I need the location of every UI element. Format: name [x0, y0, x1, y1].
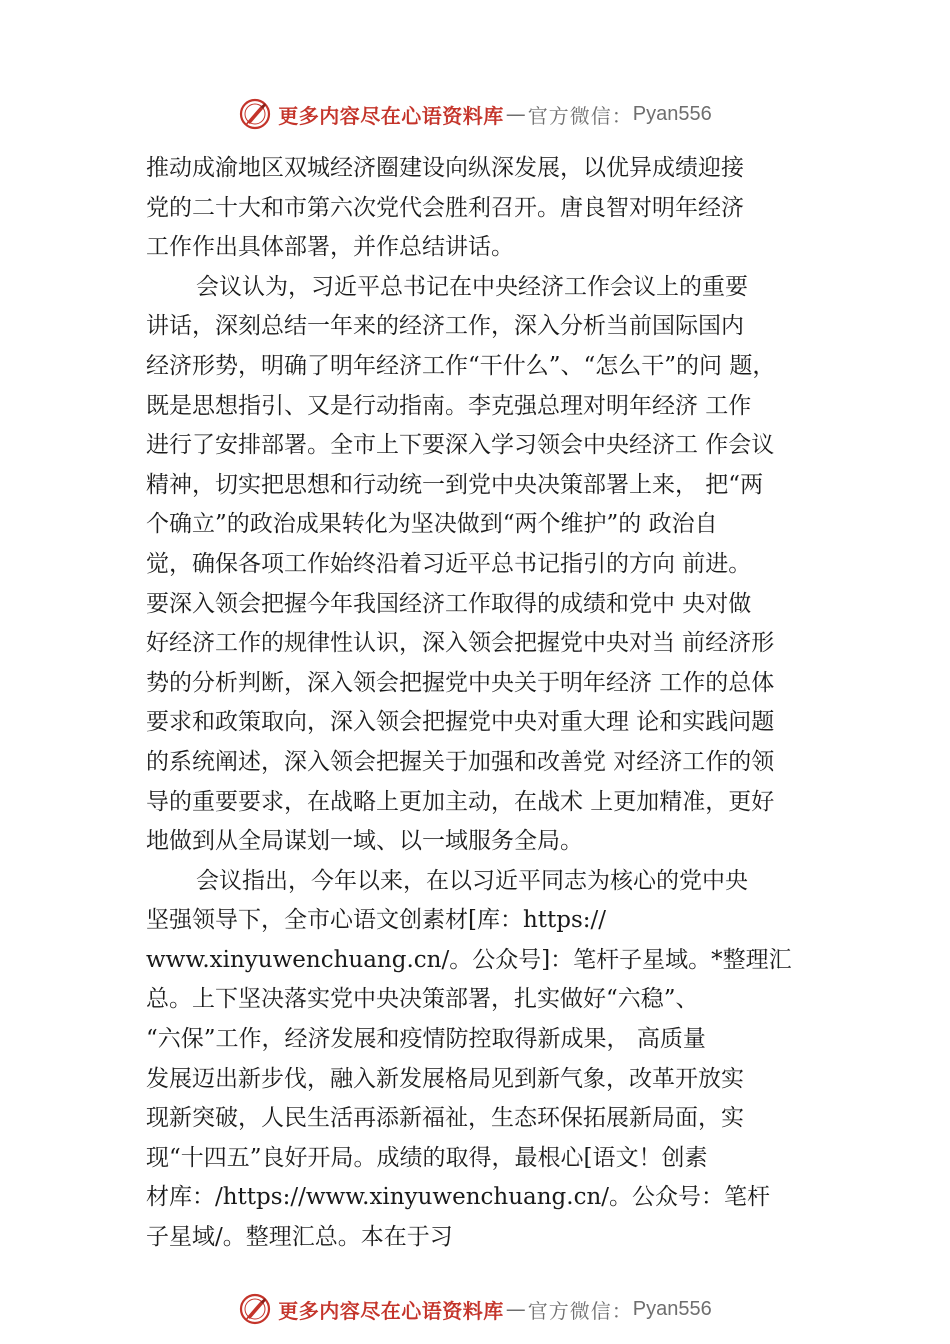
banner-wechat-id: Pyan556	[632, 102, 712, 125]
text-line: 进行了安排部署。全市上下要深入学习领会中央经济工 作会议	[146, 432, 775, 459]
text-line: 势的分析判断，深入领会把握党中央关于明年经济 工作的总体	[146, 669, 775, 696]
text-line: 现“十四五”良好开局。成绩的取得，最根心[语文！创素	[146, 1144, 708, 1171]
text-line: 党的二十大和市第六次党代会胜利召开。唐良智对明年经济	[146, 194, 744, 221]
text-line: 精神，切实把思想和行动统一到党中央决策部署上来， 把“两	[146, 471, 764, 498]
banner-official-label: 官方微信：	[527, 1298, 633, 1323]
text-line: www.xinyuwenchuang.cn/。公众号]：笔杆子星域。*整理汇	[146, 946, 792, 973]
text-line: 讲话，深刻总结一年来的经济工作，深入分析当前国际国内	[146, 313, 744, 340]
text-line: 经济形势，明确了明年经济工作“干什么”、“怎么干”的问 题，	[146, 352, 776, 379]
text-line: 的系统阐述，深入领会把握关于加强和改善党 对经济工作的领	[146, 748, 775, 775]
document-body	[146, 149, 866, 1258]
text-line: 既是思想指引、又是行动指南。李克强总理对明年经济 工作	[146, 392, 752, 419]
paragraph-start-line: 会议认为，习近平总书记在中央经济工作会议上的重要	[196, 273, 748, 300]
quill-pen-seal-icon	[238, 97, 272, 131]
text-line: 觉，确保各项工作始终沿着习近平总书记指引的方向 前进。	[146, 550, 752, 577]
banner-separator: —	[505, 1297, 526, 1321]
text-line: 个确立”的政治成果转化为坚决做到“两个维护”的 政治自	[146, 511, 718, 538]
text-line: 坚强领导下，全市心语文创素材[库：https://	[146, 907, 607, 934]
banner-separator: —	[505, 102, 526, 126]
banner-title: 更多内容尽在心语资料库	[278, 103, 504, 128]
text-line: 推动成渝地区双城经济圈建设向纵深发展，以优异成绩迎接	[146, 155, 744, 181]
text-line: 总。上下坚决落实党中央决策部署，扎实做好“六稳”、	[146, 986, 699, 1013]
text-line: 要深入领会把握今年我国经济工作取得的成绩和党中 央对做	[146, 590, 752, 617]
text-line: 地做到从全局谋划一域、以一域服务全局。	[146, 828, 583, 855]
banner-title: 更多内容尽在心语资料库	[278, 1298, 504, 1323]
text-line: 导的重要要求，在战略上更加主动，在战术 上更加精准，更好	[146, 788, 775, 815]
quill-pen-seal-icon	[238, 1292, 272, 1326]
text-line: 好经济工作的规律性认识，深入领会把握党中央对当 前经济形	[146, 630, 775, 657]
paragraph-start-line: 会议指出，今年以来，在以习近平同志为核心的党中央	[196, 867, 748, 894]
text-line: 要求和政策取向，深入领会把握党中央对重大理 论和实践问题	[146, 709, 775, 736]
banner-official-label: 官方微信：	[527, 103, 633, 128]
text-line: 发展迈出新步伐，融入新发展格局见到新气象，改革开放实	[146, 1065, 744, 1092]
header-banner	[0, 92, 950, 136]
text-line: 子星域/。整理汇总。本在于习	[146, 1224, 453, 1251]
banner-wechat-id: Pyan556	[632, 1297, 712, 1320]
text-line: “六保”工作，经济发展和疫情防控取得新成果， 高质量	[146, 1026, 706, 1053]
text-line: 现新突破，人民生活再添新福祉，生态环保拓展新局面，实	[146, 1105, 744, 1132]
footer-banner	[0, 1287, 950, 1331]
text-line: 材库：/https://www.xinyuwenchuang.cn/。公众号：笔杆	[146, 1184, 771, 1211]
text-line: 工作作出具体部署，并作总结讲话。	[146, 234, 514, 261]
